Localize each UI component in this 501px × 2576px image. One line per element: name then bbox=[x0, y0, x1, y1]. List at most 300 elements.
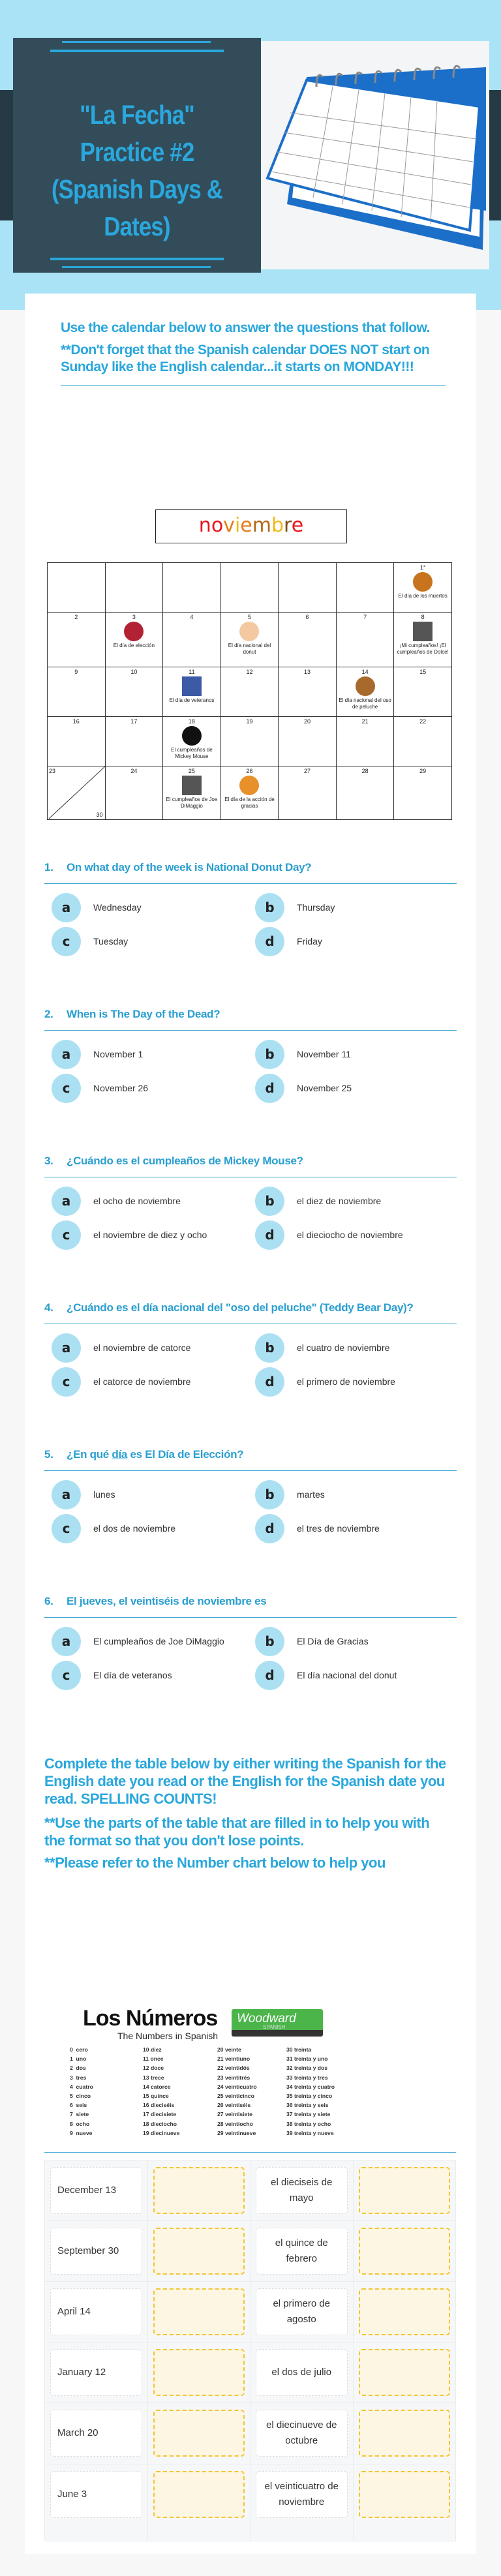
number-chart bbox=[62, 2006, 335, 2145]
turkey-icon bbox=[239, 776, 259, 795]
number-entry: 4 cuatro bbox=[70, 2083, 93, 2090]
answer-cell bbox=[147, 2403, 250, 2464]
flag-icon bbox=[182, 676, 202, 696]
answer-cell bbox=[353, 2464, 456, 2541]
calendar-day bbox=[279, 667, 337, 717]
calendar-day bbox=[394, 613, 452, 667]
option-text: November 11 bbox=[297, 1049, 352, 1059]
question-5 bbox=[44, 1445, 457, 1543]
date-row bbox=[45, 2403, 456, 2464]
option-letter-badge: a bbox=[52, 1480, 81, 1509]
event-label: El día nacional del oso de peluche bbox=[339, 697, 391, 710]
option-text: el primero de noviembre bbox=[297, 1376, 395, 1387]
option-text: el cuatro de noviembre bbox=[297, 1342, 390, 1353]
option-text: el noviembre de diez y ocho bbox=[93, 1230, 207, 1240]
table-instruction-text: Complete the table below by either writing the Spanish for the English date you read or the English for the Spanish date you read. SPELLING COUNTS! bbox=[44, 1755, 446, 1807]
answer-option-d[interactable] bbox=[255, 1660, 459, 1690]
option-text: El Día de Gracias bbox=[297, 1636, 369, 1646]
option-letter-badge: d bbox=[255, 1367, 284, 1397]
day-number: 21 bbox=[361, 718, 369, 725]
question-heading bbox=[44, 858, 457, 877]
day-number: 22 bbox=[419, 718, 427, 725]
number-entry: 8 ocho bbox=[70, 2120, 90, 2127]
calendar-day bbox=[48, 766, 106, 820]
calendar-day bbox=[279, 717, 337, 766]
spanish-answer-input[interactable] bbox=[153, 2228, 245, 2275]
day-number: 7 bbox=[363, 614, 367, 620]
bear-icon bbox=[356, 676, 375, 696]
number-entry: 36 treinta y seis bbox=[286, 2102, 329, 2109]
option-letter-badge: d bbox=[255, 1074, 284, 1103]
day-number: 24 bbox=[130, 768, 138, 774]
day-number: 14 bbox=[361, 669, 369, 675]
answer-options bbox=[44, 1479, 457, 1543]
date-translation-table bbox=[44, 2160, 456, 2541]
divider bbox=[62, 41, 211, 43]
option-letter-badge: b bbox=[255, 1333, 284, 1363]
calendar-day bbox=[336, 667, 394, 717]
number-entry: 25 veinticinco bbox=[217, 2093, 254, 2100]
day-number: 6 bbox=[305, 614, 309, 620]
divider bbox=[44, 883, 457, 884]
divider bbox=[50, 258, 224, 260]
question-text-underlined: día bbox=[112, 1448, 128, 1461]
divider bbox=[44, 1617, 457, 1618]
option-text: Thursday bbox=[297, 902, 335, 913]
option-text: Wednesday bbox=[93, 902, 142, 913]
event-label: El día de veteranos bbox=[169, 697, 215, 703]
option-text: November 26 bbox=[93, 1083, 149, 1093]
number-entry: 10 diez bbox=[143, 2046, 162, 2053]
instructions bbox=[61, 320, 446, 386]
question-number: 2. bbox=[44, 1008, 53, 1020]
calendar-week bbox=[48, 766, 452, 820]
calendar-day bbox=[48, 613, 106, 667]
option-letter-badge: a bbox=[52, 1333, 81, 1363]
number-entry: 38 treinta y ocho bbox=[286, 2120, 331, 2127]
option-letter-badge: c bbox=[52, 927, 81, 956]
calendar-day bbox=[220, 667, 279, 717]
answer-option-c[interactable] bbox=[52, 1220, 255, 1250]
calendar-day bbox=[279, 613, 337, 667]
day-number: 13 bbox=[304, 669, 311, 675]
number-entry: 13 trece bbox=[143, 2074, 164, 2081]
number-entry: 12 doce bbox=[143, 2065, 164, 2072]
number-entry: 9 nueve bbox=[70, 2129, 93, 2136]
divider bbox=[50, 50, 224, 52]
question-heading bbox=[44, 1151, 457, 1171]
option-letter-badge: d bbox=[255, 1220, 284, 1250]
answer-cell bbox=[147, 2221, 250, 2282]
calendar-week bbox=[48, 717, 452, 766]
number-entry: 33 treinta y tres bbox=[286, 2074, 328, 2081]
option-letter-badge: c bbox=[52, 1661, 81, 1690]
english-cell bbox=[45, 2403, 148, 2464]
spanish-answer-input[interactable] bbox=[153, 2471, 245, 2518]
question-text: When is The Day of the Dead? bbox=[67, 1008, 220, 1020]
calendar-day bbox=[105, 667, 163, 717]
calendar-day bbox=[48, 563, 106, 613]
answer-option-d[interactable] bbox=[255, 926, 459, 956]
answer-cell bbox=[353, 2342, 456, 2403]
spanish-date: el quince de febrero bbox=[256, 2228, 348, 2275]
month-letter: b bbox=[271, 514, 284, 537]
event-label: ¡Mi cumpleaños! ¡El cumpleaños de Dolce! bbox=[397, 643, 449, 655]
calendar-day bbox=[336, 766, 394, 820]
title-box bbox=[13, 38, 261, 273]
day-number: 3 bbox=[132, 614, 136, 620]
day-number: 12 bbox=[246, 669, 253, 675]
divider bbox=[44, 1470, 457, 1471]
answer-option-d[interactable] bbox=[255, 1220, 459, 1250]
answer-option-b[interactable] bbox=[255, 1333, 459, 1363]
question-number: 4. bbox=[44, 1301, 53, 1314]
calendar-week bbox=[48, 563, 452, 613]
mickey-icon bbox=[182, 726, 202, 746]
option-letter-badge: a bbox=[52, 1627, 81, 1656]
month-letter: m bbox=[252, 514, 271, 537]
day-number: 26 bbox=[246, 768, 253, 774]
day-number: 1° bbox=[419, 564, 426, 571]
question-text: On what day of the week is National Donut Day? bbox=[67, 861, 312, 873]
calendar-day bbox=[105, 766, 163, 820]
question-text: ¿Cuándo es el día nacional del "oso del peluche" (Teddy Bear Day)? bbox=[67, 1301, 414, 1314]
day-number: 11 bbox=[189, 669, 195, 675]
answer-option-a[interactable] bbox=[52, 892, 255, 922]
answer-option-c[interactable] bbox=[52, 1367, 255, 1397]
english-cell bbox=[45, 2464, 148, 2541]
answer-options bbox=[44, 1186, 457, 1250]
event-label: El día de los muertos bbox=[398, 593, 448, 599]
month-letter: o bbox=[211, 514, 224, 537]
question-text: ¿Cuándo es el cumpleaños de Mickey Mouse? bbox=[67, 1155, 303, 1167]
calendar-day bbox=[336, 613, 394, 667]
question-6 bbox=[44, 1592, 457, 1690]
calendar-day bbox=[48, 667, 106, 717]
option-letter-badge: b bbox=[255, 1040, 284, 1069]
english-cell bbox=[45, 2282, 148, 2342]
vote-icon bbox=[124, 622, 144, 641]
day-number: 17 bbox=[130, 718, 138, 725]
english-cell bbox=[45, 2221, 148, 2282]
number-list bbox=[70, 2045, 352, 2138]
number-entry: 21 veintiuno bbox=[217, 2055, 250, 2063]
option-text: el catorce de noviembre bbox=[93, 1376, 191, 1387]
divider bbox=[61, 385, 446, 386]
page-title: "La Fecha" Practice #2 (Spanish Days & Dates) bbox=[51, 100, 223, 241]
date-row bbox=[45, 2160, 456, 2221]
event-label: El cumpleaños de Mickey Mouse bbox=[171, 747, 213, 759]
divider bbox=[44, 2152, 456, 2153]
calendar-day bbox=[48, 717, 106, 766]
english-cell bbox=[45, 2160, 148, 2221]
calendar-week bbox=[48, 667, 452, 717]
option-letter-badge: c bbox=[52, 1367, 81, 1397]
option-letter-badge: b bbox=[255, 1480, 284, 1509]
spanish-date: el diecinueve de octubre bbox=[256, 2410, 348, 2457]
number-entry: 29 veintinueve bbox=[217, 2129, 256, 2136]
day-number: 4 bbox=[190, 614, 194, 620]
answer-option-a[interactable] bbox=[52, 1186, 255, 1216]
number-entry: 5 cinco bbox=[70, 2093, 91, 2100]
answer-option-d[interactable] bbox=[255, 1367, 459, 1397]
number-entry: 6 seis bbox=[70, 2102, 87, 2109]
day-number: 9 bbox=[74, 669, 78, 675]
number-entry: 34 treinta y cuatro bbox=[286, 2083, 335, 2090]
number-column bbox=[217, 2045, 286, 2138]
option-letter-badge: c bbox=[52, 1514, 81, 1543]
calendar-day bbox=[105, 563, 163, 613]
calendar-day bbox=[279, 563, 337, 613]
answer-cell bbox=[353, 2403, 456, 2464]
number-entry: 2 dos bbox=[70, 2065, 86, 2072]
answer-option-b[interactable] bbox=[255, 1186, 459, 1216]
day-number: 5 bbox=[247, 614, 251, 620]
option-text: el dieciocho de noviembre bbox=[297, 1230, 403, 1240]
day-number: 19 bbox=[246, 718, 253, 725]
number-entry: 19 diecinueve bbox=[143, 2129, 180, 2136]
answer-option-c[interactable] bbox=[52, 1073, 255, 1103]
number-entry: 7 siete bbox=[70, 2111, 89, 2118]
answer-options bbox=[44, 1626, 457, 1690]
spanish-cell bbox=[250, 2160, 354, 2221]
spanish-cell bbox=[250, 2282, 354, 2342]
calendar-day bbox=[336, 717, 394, 766]
question-text: El jueves, el veintiséis de noviembre es bbox=[67, 1595, 267, 1607]
english-date: September 30 bbox=[50, 2228, 142, 2275]
answer-options bbox=[44, 1333, 457, 1397]
day-number: 18 bbox=[188, 718, 195, 725]
day-number: 2 bbox=[74, 614, 78, 620]
question-heading bbox=[44, 1592, 457, 1611]
question-heading bbox=[44, 1445, 457, 1464]
option-letter-badge: d bbox=[255, 1661, 284, 1690]
day-number: 23 bbox=[49, 768, 56, 774]
day-number: 8 bbox=[421, 614, 425, 620]
question-number: 6. bbox=[44, 1595, 53, 1607]
month-label bbox=[155, 509, 347, 543]
english-date: December 13 bbox=[50, 2167, 142, 2214]
day-number: 30 bbox=[96, 811, 103, 818]
answer-option-b[interactable] bbox=[255, 1039, 459, 1069]
option-letter-badge: a bbox=[52, 1040, 81, 1069]
spanish-answer-input[interactable] bbox=[153, 2410, 245, 2457]
answer-option-b[interactable] bbox=[255, 892, 459, 922]
english-date: June 3 bbox=[50, 2471, 142, 2518]
answer-option-b[interactable] bbox=[255, 1626, 459, 1656]
answer-option-b[interactable] bbox=[255, 1479, 459, 1509]
question-text: ¿En qué bbox=[67, 1448, 112, 1461]
calendar-day bbox=[394, 563, 452, 613]
spanish-answer-input[interactable] bbox=[153, 2167, 245, 2214]
answer-option-d[interactable] bbox=[255, 1073, 459, 1103]
event-label: El día de la acción de gracias bbox=[224, 796, 275, 809]
number-entry: 11 once bbox=[143, 2055, 164, 2063]
answer-cell bbox=[353, 2160, 456, 2221]
number-entry: 16 dieciséis bbox=[143, 2102, 175, 2109]
option-text: el tres de noviembre bbox=[297, 1523, 380, 1534]
number-entry: 30 treinta bbox=[286, 2046, 312, 2053]
number-entry: 14 catorce bbox=[143, 2083, 171, 2090]
spanish-answer-input[interactable] bbox=[153, 2349, 245, 2396]
number-entry: 35 treinta y cinco bbox=[286, 2093, 333, 2100]
english-answer-input[interactable] bbox=[359, 2167, 451, 2214]
number-entry: 23 veintitrés bbox=[217, 2074, 250, 2081]
spanish-cell bbox=[250, 2403, 354, 2464]
photo-icon bbox=[413, 622, 433, 641]
number-entry: 31 treinta y uno bbox=[286, 2055, 328, 2063]
question-text: es El Día de Elección? bbox=[127, 1448, 244, 1461]
question-4 bbox=[44, 1298, 457, 1397]
number-entry: 26 veintiséis bbox=[217, 2102, 251, 2109]
number-entry: 0 cero bbox=[70, 2046, 88, 2053]
number-entry: 17 diecisiete bbox=[143, 2111, 177, 2118]
calendar-day bbox=[394, 667, 452, 717]
number-entry: 22 veintidós bbox=[217, 2065, 250, 2072]
option-letter-badge: c bbox=[52, 1220, 81, 1250]
month-letter: n bbox=[198, 514, 211, 537]
calendar-day bbox=[163, 717, 221, 766]
english-answer-input[interactable] bbox=[359, 2410, 451, 2457]
spanish-date: el primero de agosto bbox=[256, 2288, 348, 2335]
answer-cell bbox=[147, 2160, 250, 2221]
month-letter: i bbox=[234, 514, 241, 537]
option-letter-badge: b bbox=[255, 1187, 284, 1216]
spanish-date: el veinticuatro de noviembre bbox=[256, 2471, 348, 2518]
answer-option-a[interactable] bbox=[52, 1039, 255, 1069]
number-chart-subtitle: The Numbers in Spanish bbox=[117, 2031, 219, 2041]
option-text: November 25 bbox=[297, 1083, 352, 1093]
number-entry: 39 treinta y nueve bbox=[286, 2129, 334, 2136]
answer-option-c[interactable] bbox=[52, 926, 255, 956]
option-letter-badge: a bbox=[52, 893, 81, 922]
question-3 bbox=[44, 1151, 457, 1250]
day-number: 27 bbox=[304, 768, 311, 774]
day-number: 16 bbox=[72, 718, 80, 725]
answer-option-a[interactable] bbox=[52, 1626, 255, 1656]
photo-icon bbox=[182, 776, 202, 795]
answer-cell bbox=[353, 2221, 456, 2282]
option-letter-badge: b bbox=[255, 1627, 284, 1656]
number-entry: 32 treinta y dos bbox=[286, 2065, 328, 2072]
number-entry: 20 veinte bbox=[217, 2046, 241, 2053]
option-text: El día nacional del donut bbox=[297, 1670, 397, 1680]
spanish-answer-input[interactable] bbox=[153, 2288, 245, 2335]
month-letter: r bbox=[284, 514, 292, 537]
english-cell bbox=[45, 2342, 148, 2403]
english-answer-input[interactable] bbox=[359, 2471, 451, 2518]
english-date: January 12 bbox=[50, 2349, 142, 2396]
calendar-day bbox=[220, 613, 279, 667]
calendar-day bbox=[105, 613, 163, 667]
option-text: Friday bbox=[297, 936, 322, 947]
english-answer-input[interactable] bbox=[359, 2228, 451, 2275]
instruction-text: Use the calendar below to answer the questions that follow. bbox=[61, 320, 430, 335]
question-heading bbox=[44, 1005, 457, 1024]
number-column bbox=[286, 2045, 352, 2138]
answer-cell bbox=[147, 2282, 250, 2342]
question-heading bbox=[44, 1298, 457, 1318]
day-number: 15 bbox=[419, 669, 427, 675]
option-text: Tuesday bbox=[93, 936, 129, 947]
calendar-week bbox=[48, 613, 452, 667]
spanish-cell bbox=[250, 2342, 354, 2403]
calendar-day bbox=[279, 766, 337, 820]
answer-option-a[interactable] bbox=[52, 1333, 255, 1363]
question-2 bbox=[44, 1005, 457, 1103]
answer-option-c[interactable] bbox=[52, 1513, 255, 1543]
option-text: lunes bbox=[93, 1489, 115, 1500]
answer-cell bbox=[353, 2282, 456, 2342]
number-entry: 15 quince bbox=[143, 2093, 169, 2100]
divider bbox=[44, 1030, 457, 1031]
option-text: El cumpleaños de Joe DiMaggio bbox=[93, 1636, 224, 1646]
question-number: 1. bbox=[44, 861, 53, 873]
instruction-warning: **Don't forget that the Spanish calendar DOES NOT start on Sunday like the English calendar...it starts on MONDAY!!! bbox=[61, 342, 430, 374]
answer-options bbox=[44, 892, 457, 956]
question-number: 3. bbox=[44, 1155, 53, 1167]
calendar-day bbox=[336, 563, 394, 613]
number-entry: 3 tres bbox=[70, 2074, 87, 2081]
option-text: el dos de noviembre bbox=[93, 1523, 176, 1534]
calendar-day bbox=[394, 717, 452, 766]
date-row bbox=[45, 2282, 456, 2342]
woodward-logo: Woodward SPANISH bbox=[232, 2009, 323, 2037]
question-number: 5. bbox=[44, 1448, 53, 1461]
answer-option-c[interactable] bbox=[52, 1660, 255, 1690]
option-letter-badge: b bbox=[255, 893, 284, 922]
divider bbox=[62, 266, 211, 268]
calendar-table bbox=[47, 562, 452, 820]
date-row bbox=[45, 2464, 456, 2541]
day-number: 20 bbox=[304, 718, 311, 725]
english-date: March 20 bbox=[50, 2410, 142, 2457]
day-number: 28 bbox=[361, 768, 369, 774]
calendar-day bbox=[394, 766, 452, 820]
option-text: el ocho de noviembre bbox=[93, 1196, 181, 1206]
event-label: El día de elección bbox=[113, 643, 155, 648]
skull-icon bbox=[413, 572, 433, 592]
number-column bbox=[70, 2045, 143, 2138]
date-row bbox=[45, 2221, 456, 2282]
calendar-day bbox=[105, 717, 163, 766]
day-number: 25 bbox=[188, 768, 195, 774]
number-entry: 1 uno bbox=[70, 2055, 87, 2063]
calendar-day bbox=[220, 717, 279, 766]
month-letter: e bbox=[291, 514, 304, 537]
number-entry: 27 veintisiete bbox=[217, 2111, 252, 2118]
spanish-date: el dos de julio bbox=[256, 2349, 348, 2396]
day-number: 10 bbox=[130, 669, 138, 675]
number-entry: 24 veinticuatro bbox=[217, 2083, 257, 2090]
option-letter-badge: c bbox=[52, 1074, 81, 1103]
month-letter: v bbox=[223, 514, 235, 537]
option-text: el diez de noviembre bbox=[297, 1196, 382, 1206]
answer-option-a[interactable] bbox=[52, 1479, 255, 1509]
question-1 bbox=[44, 858, 457, 956]
month-letter: e bbox=[240, 514, 252, 537]
number-entry: 37 treinta y siete bbox=[286, 2111, 331, 2118]
calendar-day bbox=[163, 563, 221, 613]
spanish-date: el dieciseis de mayo bbox=[256, 2167, 348, 2214]
english-answer-input[interactable] bbox=[359, 2349, 451, 2396]
table-instructions bbox=[44, 1755, 449, 1874]
english-answer-input[interactable] bbox=[359, 2288, 451, 2335]
event-label: El cumpleaños de Joe DiMaggio bbox=[166, 796, 218, 809]
answer-option-d[interactable] bbox=[255, 1513, 459, 1543]
option-text: martes bbox=[297, 1489, 325, 1500]
option-letter-badge: a bbox=[52, 1187, 81, 1216]
